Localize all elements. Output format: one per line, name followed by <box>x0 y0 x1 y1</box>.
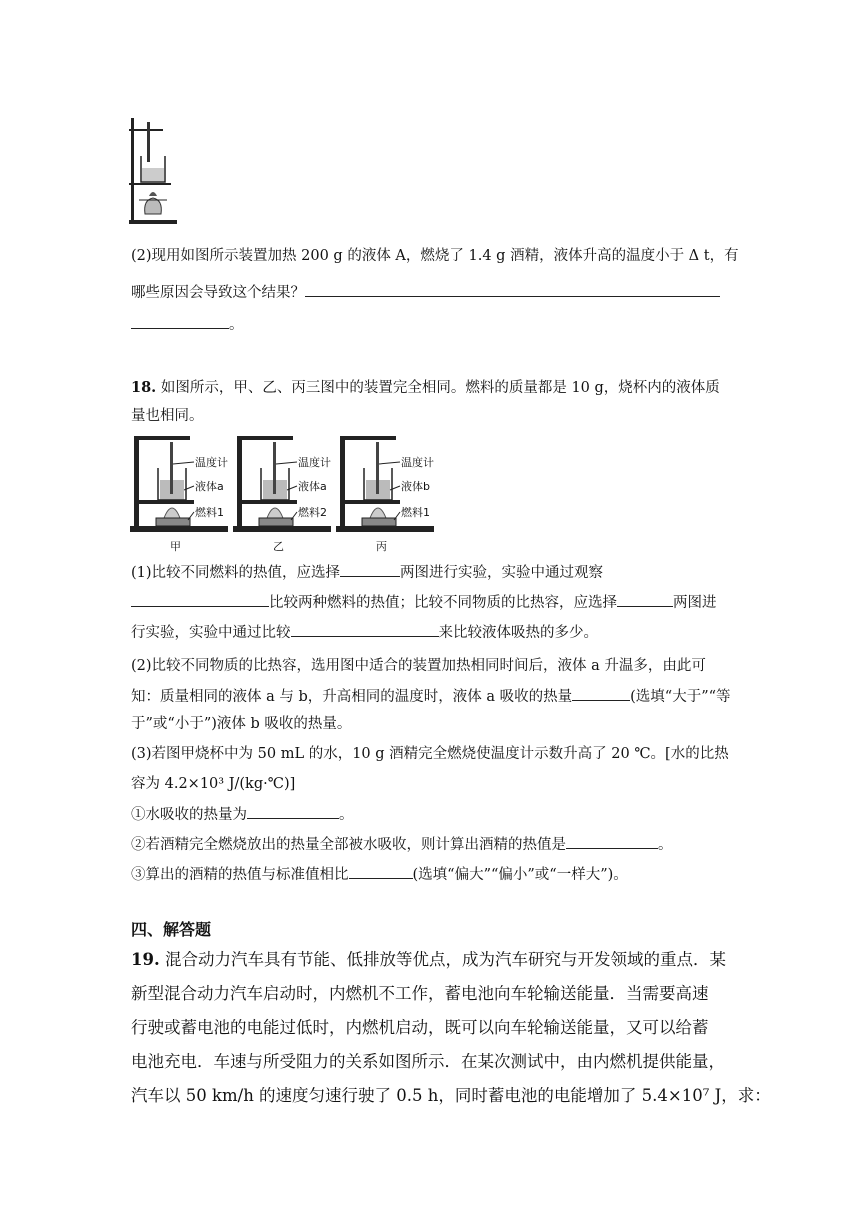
stand-rod <box>237 436 242 528</box>
q18-part1-line3: 行实验，实验中通过比较 来比较液体吸热的多少。 <box>131 622 598 643</box>
q19-line4: 电池充电．车速与所受阻力的关系如图所示．在某次测试中，由内燃机提供能量， <box>131 1052 725 1071</box>
thermometer <box>273 442 276 494</box>
q18-part2-line3: 于”或“小于”)液体 b 吸收的热量。 <box>131 716 352 732</box>
fuel-dish <box>259 518 293 526</box>
stand-top-arm <box>237 436 293 440</box>
stand-top-arm <box>134 436 190 440</box>
q18-part2-line2: 知：质量相同的液体 a 与 b，升高相同的温度时，液体 a 吸收的热量 (选填“大于”“等 <box>131 686 731 707</box>
thermometer <box>170 442 173 494</box>
answer-blank[interactable] <box>131 592 269 607</box>
q19-line5: 汽车以 50 km/h 的速度匀速行驶了 0.5 h，同时蓄电池的电能增加了 5.4×10⁷ J，求： <box>131 1086 771 1105</box>
leader-line <box>276 462 297 464</box>
q18-apparatus-figures <box>128 432 448 556</box>
q18-sub3: ③算出的酒精的热值与标准值相比 (选填“偏大”“偏小”或“一样大”)。 <box>131 864 628 885</box>
q18-sub1: ①水吸收的热量为 。 <box>131 804 354 825</box>
leader-line <box>291 512 297 520</box>
figure-caption: 甲 <box>170 540 181 553</box>
answer-blank[interactable] <box>572 686 630 701</box>
section-title: 四、解答题 <box>131 920 212 939</box>
q17-part2-line3: 。 <box>131 314 244 335</box>
fuel-dish <box>156 518 190 526</box>
thermometer-label: 温度计 <box>401 456 434 469</box>
q17-part2-line2: 哪些原因会导致这个结果？ <box>131 282 720 303</box>
q18-part3-line2: 容为 4.2×10³ J/(kg·℃)] <box>131 776 296 792</box>
stand-top-arm <box>340 436 396 440</box>
answer-blank[interactable] <box>349 864 413 879</box>
q18-part3-line1: (3)若图甲烧杯中为 50 mL 的水，10 g 酒精完全燃烧使温度计示数升高了 20 ℃。[水的比热 <box>131 746 729 762</box>
answer-blank[interactable] <box>566 834 658 849</box>
thermometer-label: 温度计 <box>298 456 331 469</box>
flame <box>267 508 283 518</box>
q18-intro-line1: 18. 如图所示，甲、乙、丙三图中的装置完全相同。燃料的质量都是 10 g，烧杯内的液体质 <box>131 379 720 396</box>
figure-caption: 丙 <box>376 540 387 553</box>
q18-part2-line1: (2)比较不同物质的比热容，选用图中适合的装置加热相同时间后，液体 a 升温多，由此可 <box>131 658 706 674</box>
flame <box>164 508 180 518</box>
q19-line2: 新型混合动力汽车启动时，内燃机不工作，蓄电池向车轮输送能量．当需要高速 <box>131 984 709 1003</box>
q17-part2-line1: (2)现用如图所示装置加热 200 g 的液体 A，燃烧了 1.4 g 酒精，液体升高的温度小于 Δ t，有 <box>131 248 739 264</box>
leader-line <box>394 512 400 520</box>
answer-blank[interactable] <box>131 314 229 329</box>
flame <box>370 508 386 518</box>
liquid-label: 液体a <box>195 480 224 493</box>
q17-apparatus-figure <box>127 114 187 226</box>
leader-line <box>188 512 194 520</box>
figure-caption: 乙 <box>273 540 284 553</box>
q18-sub2: ②若酒精完全燃烧放出的热量全部被水吸收，则计算出酒精的热值是 。 <box>131 834 673 855</box>
fuel-label: 燃料2 <box>298 506 327 519</box>
thermometer-label: 温度计 <box>195 456 228 469</box>
answer-blank[interactable] <box>305 282 720 297</box>
stand-base <box>130 526 228 532</box>
liquid-label: 液体b <box>401 480 430 493</box>
answer-blank[interactable] <box>291 622 439 637</box>
q18-part1-line1: (1)比较不同燃料的热值，应选择 两图进行实验，实验中通过观察 <box>131 562 603 583</box>
answer-blank[interactable] <box>617 592 673 607</box>
liquid-label: 液体a <box>298 480 327 493</box>
q19-line3: 行驶或蓄电池的电能过低时，内燃机启动，既可以向车轮输送能量，又可以给蓄 <box>131 1018 709 1037</box>
answer-blank[interactable] <box>340 562 400 577</box>
stand-base <box>336 526 434 532</box>
q18-part1-line2: 比较两种燃料的热值；比较不同物质的比热容，应选择 两图进 <box>131 592 717 613</box>
fuel-dish <box>362 518 396 526</box>
thermometer <box>376 442 379 494</box>
leader-line <box>173 462 194 464</box>
stand-rod <box>134 436 139 528</box>
q19-line1: 19. 混合动力汽车具有节能、低排放等优点，成为汽车研究与开发领域的重点．某 <box>131 950 726 969</box>
stand-base <box>233 526 331 532</box>
stand-rod <box>340 436 345 528</box>
fuel-label: 燃料1 <box>195 506 224 519</box>
fuel-label: 燃料1 <box>401 506 430 519</box>
leader-line <box>379 462 400 464</box>
q18-intro-line2: 量也相同。 <box>131 408 204 424</box>
answer-blank[interactable] <box>247 804 339 819</box>
